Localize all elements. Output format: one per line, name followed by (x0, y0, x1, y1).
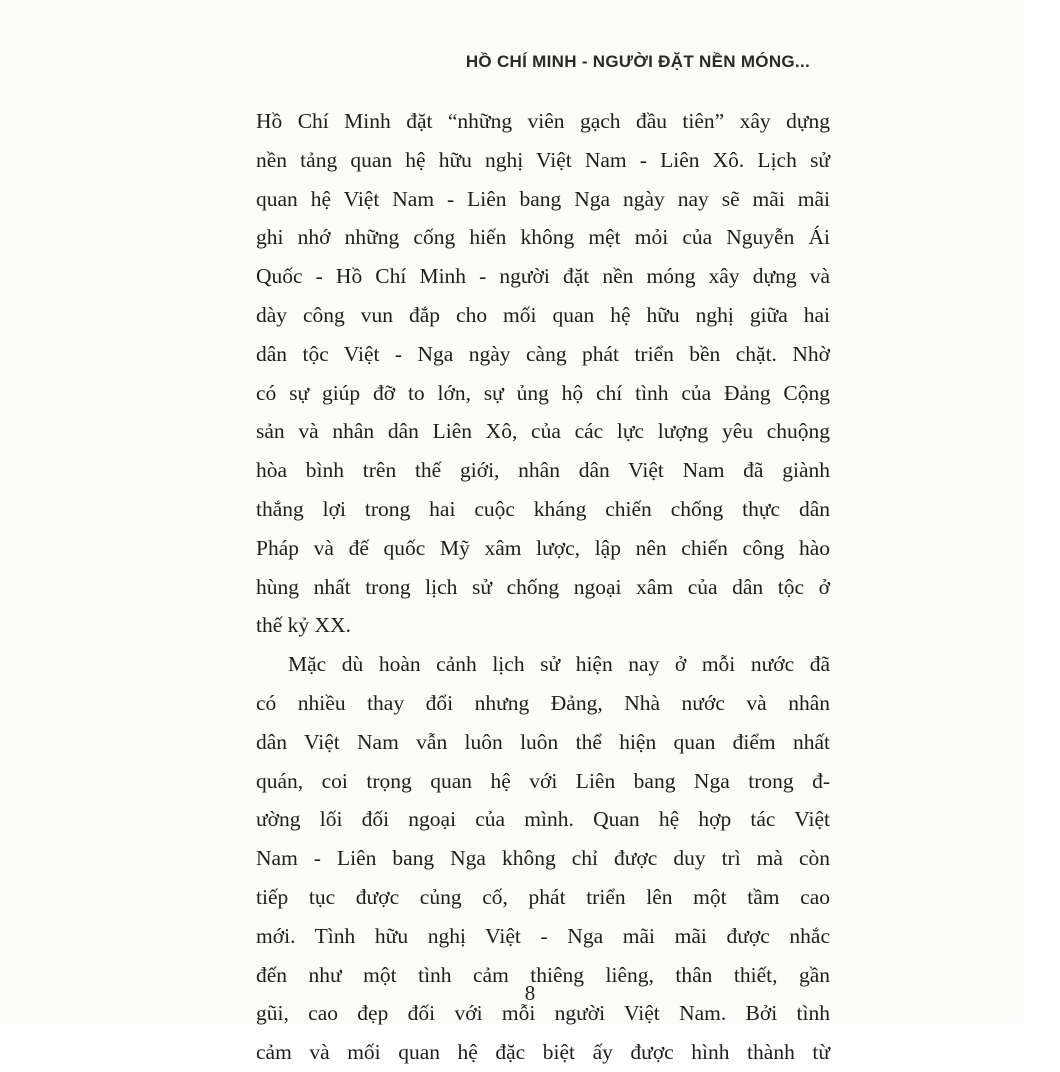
text-line: có sự giúp đỡ to lớn, sự ủng hộ chí tình của Đảng Cộng (256, 380, 830, 405)
text-line: gũi, cao đẹp đối với mỗi người Việt Nam. Bởi tình (256, 1001, 830, 1026)
text-line: cảm và mối quan hệ đặc biệt ấy được hình thành từ (256, 1040, 830, 1065)
body-text (256, 102, 830, 1072)
text-line: quán, coi trọng quan hệ với Liên bang Nga trong đ- (256, 768, 830, 793)
text-line: thắng lợi trong hai cuộc kháng chiến chống thực dân (256, 496, 830, 521)
text-line: nền tảng quan hệ hữu nghị Việt Nam - Liên Xô. Lịch sử (256, 147, 830, 172)
text-line: Pháp và đế quốc Mỹ xâm lược, lập nên chiến công hào (256, 535, 830, 560)
text-line: hùng nhất trong lịch sử chống ngoại xâm của dân tộc ở (256, 574, 830, 599)
text-line: mới. Tình hữu nghị Việt - Nga mãi mãi được nhắc (256, 923, 830, 948)
text-line: Mặc dù hoàn cảnh lịch sử hiện nay ở mỗi nước đã (288, 652, 830, 677)
text-line: có nhiều thay đổi nhưng Đảng, Nhà nước và nhân (256, 690, 830, 715)
text-line: Hồ Chí Minh đặt “những viên gạch đầu tiên” xây dựng (256, 109, 830, 133)
text-line: dân tộc Việt - Nga ngày càng phát triển bền chặt. Nhờ (256, 341, 830, 366)
text-line: dày công vun đắp cho mối quan hệ hữu nghị giữa hai (256, 302, 830, 327)
text-line: ghi nhớ những cống hiến không mệt mỏi của Nguyễn Ái (256, 225, 830, 250)
running-header: HỒ CHÍ MINH - NGƯỜI ĐẶT NỀN MÓNG... (465, 52, 810, 71)
paragraph-2 (256, 645, 830, 1072)
page-number: 8 (524, 981, 536, 1005)
text-line: dân Việt Nam vẫn luôn luôn thể hiện quan điểm nhất (256, 729, 830, 754)
paragraph-1 (256, 102, 830, 645)
text-line: quan hệ Việt Nam - Liên bang Nga ngày nay sẽ mãi mãi (256, 186, 830, 211)
text-line: hòa bình trên thế giới, nhân dân Việt Nam đã giành (256, 458, 830, 483)
text-line: đến như một tình cảm thiêng liêng, thân thiết, gần (256, 962, 830, 987)
text-line: tiếp tục được củng cố, phát triển lên một tầm cao (256, 884, 830, 909)
text-line: ường lối đối ngoại của mình. Quan hệ hợp tác Việt (256, 807, 830, 832)
text-line: Nam - Liên bang Nga không chỉ được duy trì mà còn (256, 846, 830, 871)
text-line: thế kỷ XX. (256, 613, 351, 638)
text-line: Quốc - Hồ Chí Minh - người đặt nền móng xây dựng và (256, 264, 830, 289)
text-line: sản và nhân dân Liên Xô, của các lực lượng yêu chuộng (256, 419, 830, 444)
